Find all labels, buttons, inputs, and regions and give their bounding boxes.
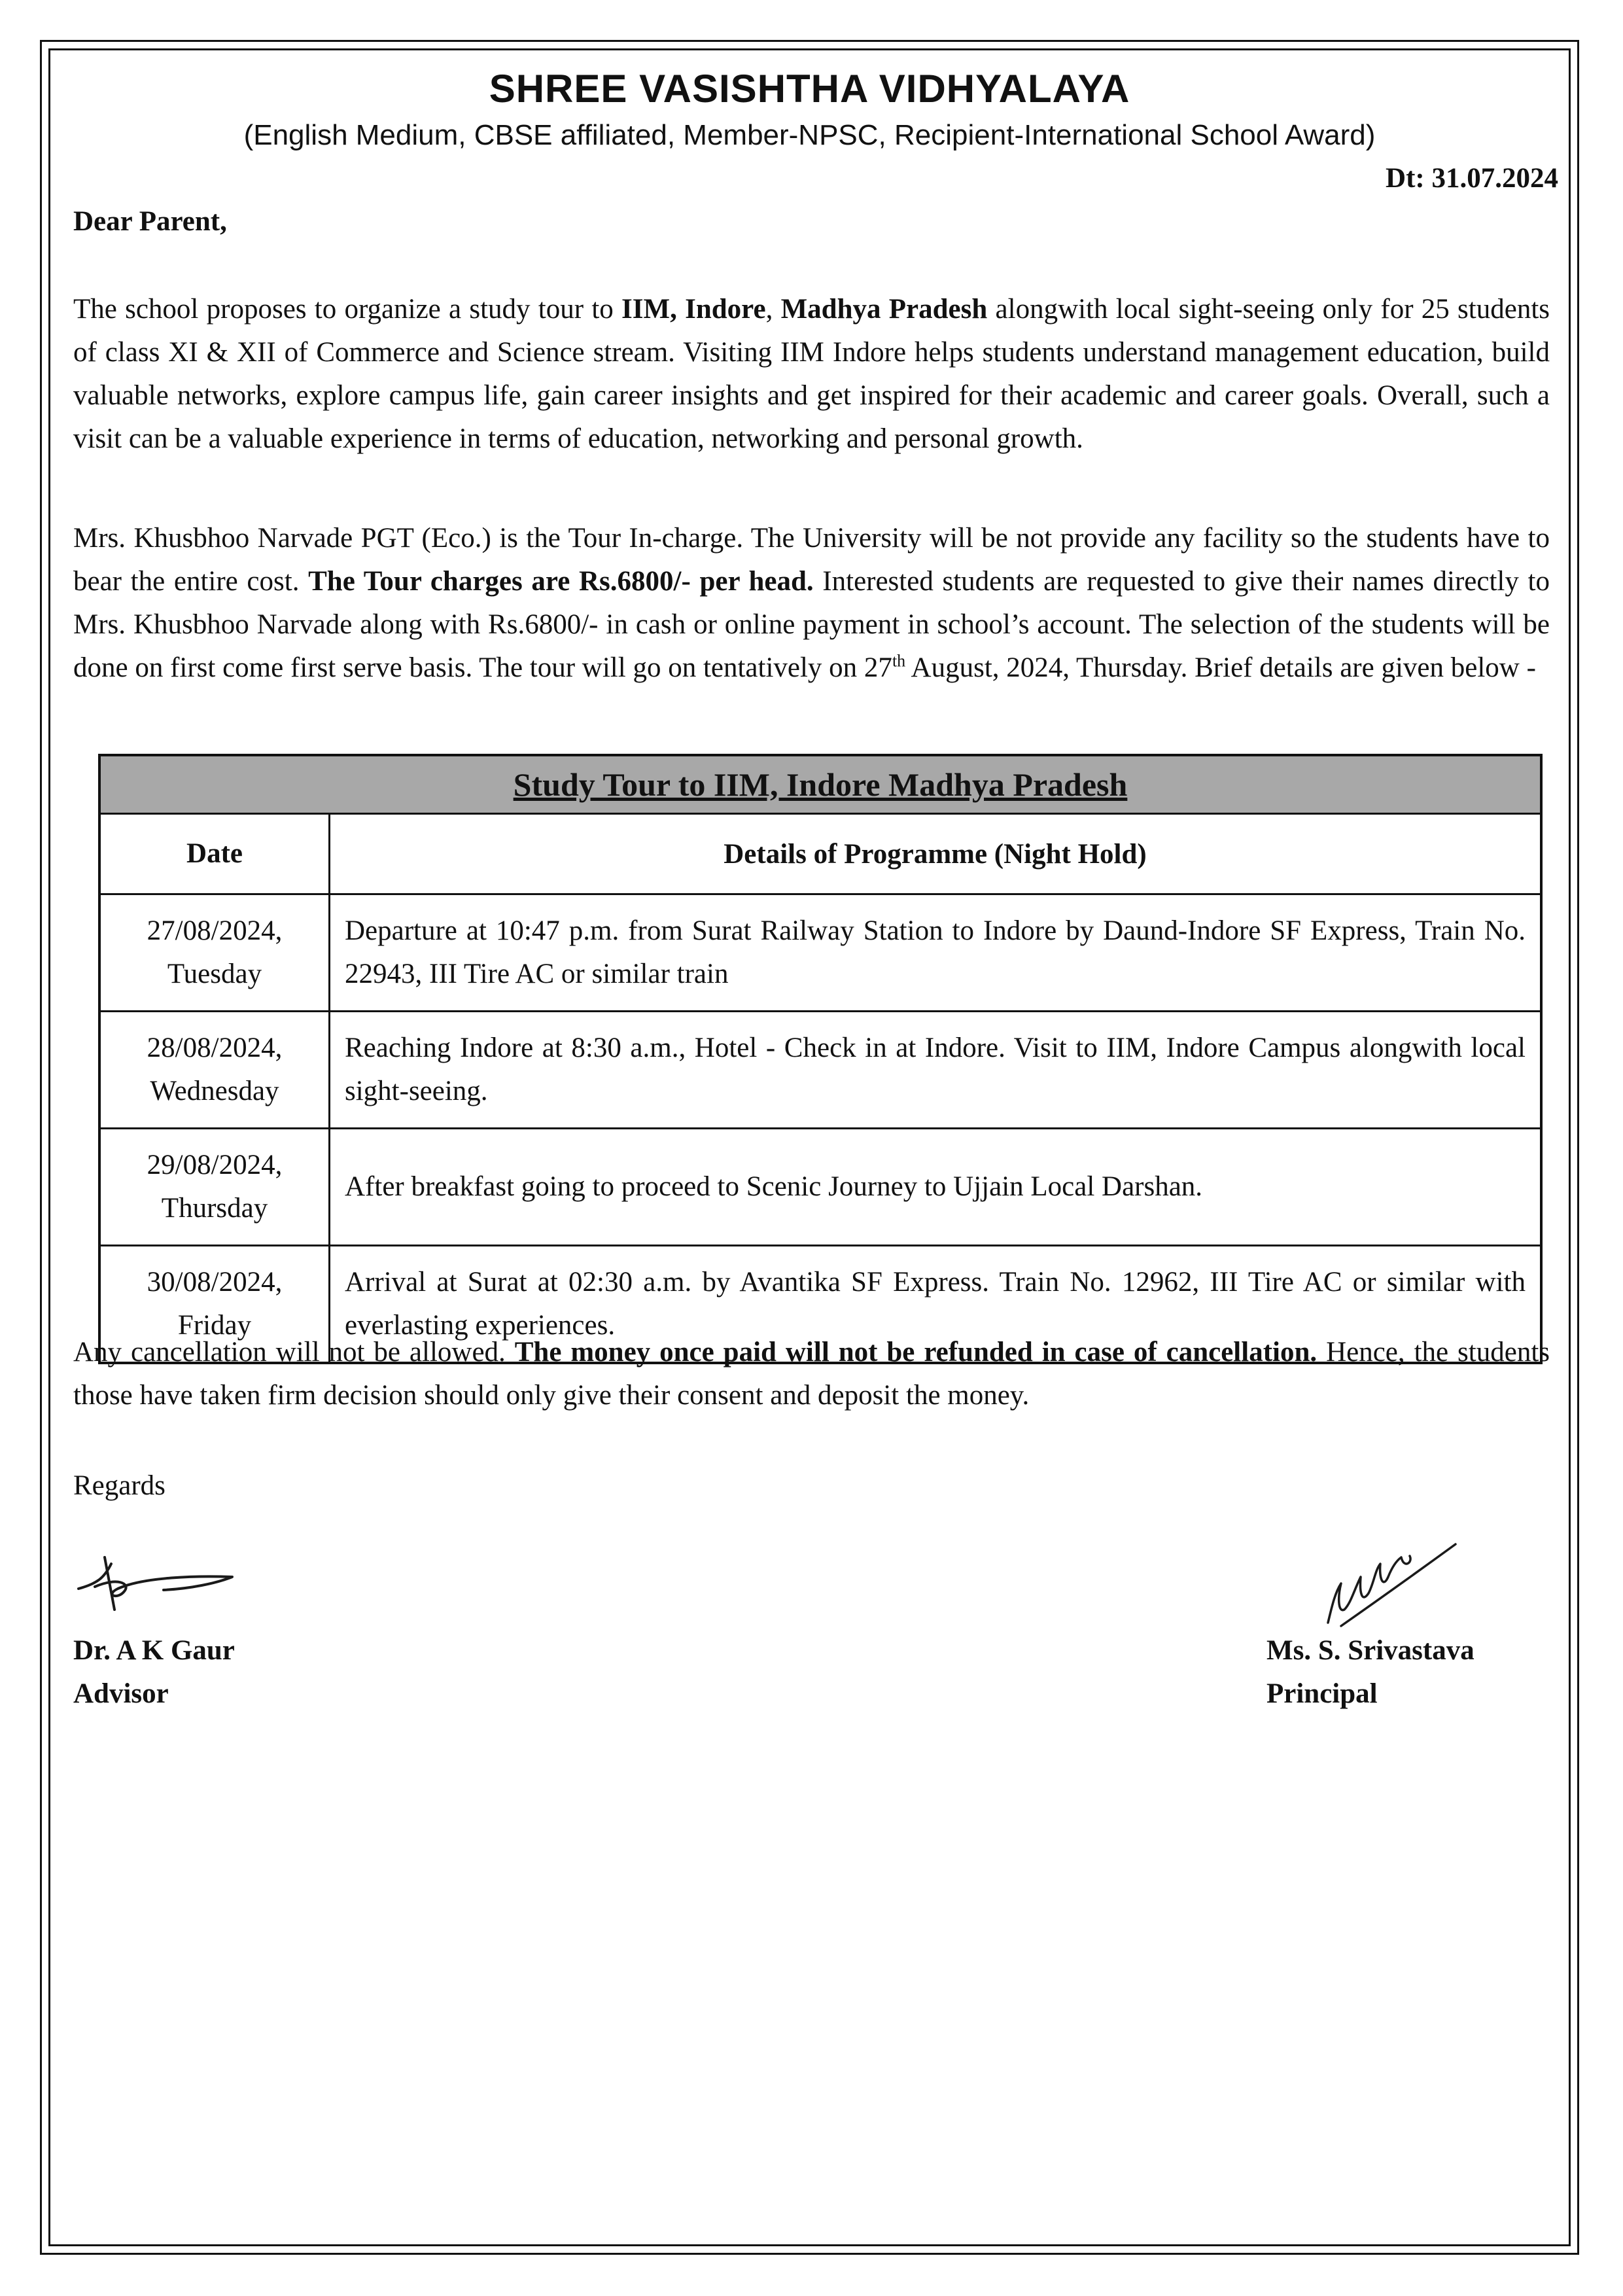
- cancel-text-1: Any cancellation will not be allowed.: [73, 1337, 515, 1368]
- intro-text-2: ,: [765, 294, 781, 325]
- column-header-details: Details of Programme (Night Hold): [330, 814, 1542, 894]
- row-details: Departure at 10:47 p.m. from Surat Railway Station to Indore by Daund-Indore SF Express, Train No. 22943, III Tire AC or similar train: [330, 894, 1542, 1012]
- row-date: 27/08/2024,: [147, 915, 283, 946]
- table-title: Study Tour to IIM, Indore Madhya Pradesh: [99, 755, 1541, 814]
- row-date: 30/08/2024,: [147, 1267, 283, 1298]
- row-date: 29/08/2024,: [147, 1150, 283, 1180]
- school-subtitle: (English Medium, CBSE affiliated, Member-NPSC, Recipient-International School Award): [243, 119, 1376, 151]
- intro-text-3: alongwith local sight-seeing only for 25 students of class XI & XII of Commerce and Science stream. Visiting IIM Indore helps students understand management education, build valuable networks, explore campus life, gain career insights and get inspired for their academic and career goals. Overall, such a visit can be a valuable experience in terms of education, networking and personal growth.: [73, 294, 1550, 454]
- intro-bold-state: Madhya Pradesh: [780, 294, 988, 325]
- paragraph-intro: [73, 288, 1550, 461]
- row-date: 28/08/2024,: [147, 1033, 283, 1063]
- closing-regards: Regards: [73, 1470, 166, 1501]
- cancel-text-2: Hence, the students those have taken firm decision should only give their consent and deposit the money.: [73, 1337, 1550, 1411]
- table-row: [99, 1012, 1541, 1129]
- cancel-bold: The money once paid will not be refunded in case of cancellation.: [514, 1337, 1318, 1368]
- charges-bold: The Tour charges are Rs.6800/- per head.: [308, 566, 814, 597]
- row-details: Arrival at Surat at 02:30 a.m. by Avantika SF Express. Train No. 12962, III Tire AC or similar with everlasting experiences.: [330, 1246, 1542, 1364]
- table-row: [99, 1129, 1541, 1246]
- school-name: SHREE VASISHTHA VIDHYALAYA: [489, 67, 1130, 111]
- ordinal-suffix: th: [892, 651, 906, 671]
- row-day: Wednesday: [150, 1076, 279, 1106]
- charges-text-2: Interested students are requested to give their names directly to Mrs. Khusbhoo Narvade along with Rs.6800/- in cash or online payment in school’s account. The selection of the students will be done on first come first serve basis. The tour will go on tentatively on 27: [73, 566, 1550, 683]
- charges-text-3: August, 2024, Thursday. Brief details are given below -: [905, 652, 1536, 683]
- letterhead: [48, 62, 1571, 154]
- charges-text-1: Mrs. Khusbhoo Narvade PGT (Eco.) is the Tour In-charge. The University will be not provide any facility so the students have to bear the entire cost.: [73, 523, 1550, 597]
- paragraph-charges: [73, 517, 1550, 690]
- salutation: Dear Parent,: [73, 206, 227, 237]
- row-date-cell: [99, 894, 330, 1012]
- principal-title: Principal: [1266, 1678, 1378, 1709]
- row-day: Friday: [177, 1310, 252, 1341]
- principal-name: Ms. S. Srivastava: [1266, 1635, 1475, 1666]
- advisor-signatory: [73, 1629, 235, 1716]
- tour-schedule-table: [98, 754, 1543, 1364]
- paragraph-cancellation: [73, 1331, 1550, 1417]
- row-details: Reaching Indore at 8:30 a.m., Hotel - Check in at Indore. Visit to IIM, Indore Campus alongwith local sight-seeing.: [330, 1012, 1542, 1129]
- row-details: After breakfast going to proceed to Scenic Journey to Ujjain Local Darshan.: [330, 1129, 1542, 1246]
- letter-date: Dt: 31.07.2024: [1386, 163, 1558, 194]
- advisor-name: Dr. A K Gaur: [73, 1635, 235, 1666]
- table-row: [99, 894, 1541, 1012]
- principal-signatory: [1266, 1629, 1475, 1716]
- advisor-signature: [65, 1538, 249, 1629]
- advisor-title: Advisor: [73, 1678, 169, 1709]
- intro-bold-iim: IIM, Indore: [621, 294, 766, 325]
- row-date-cell: [99, 1129, 330, 1246]
- row-day: Thursday: [161, 1193, 268, 1224]
- row-date-cell: [99, 1012, 330, 1129]
- intro-text-1: The school proposes to organize a study tour to: [73, 294, 622, 325]
- principal-signature: [1315, 1531, 1465, 1636]
- column-header-date: Date: [99, 814, 330, 894]
- row-day: Tuesday: [167, 959, 262, 989]
